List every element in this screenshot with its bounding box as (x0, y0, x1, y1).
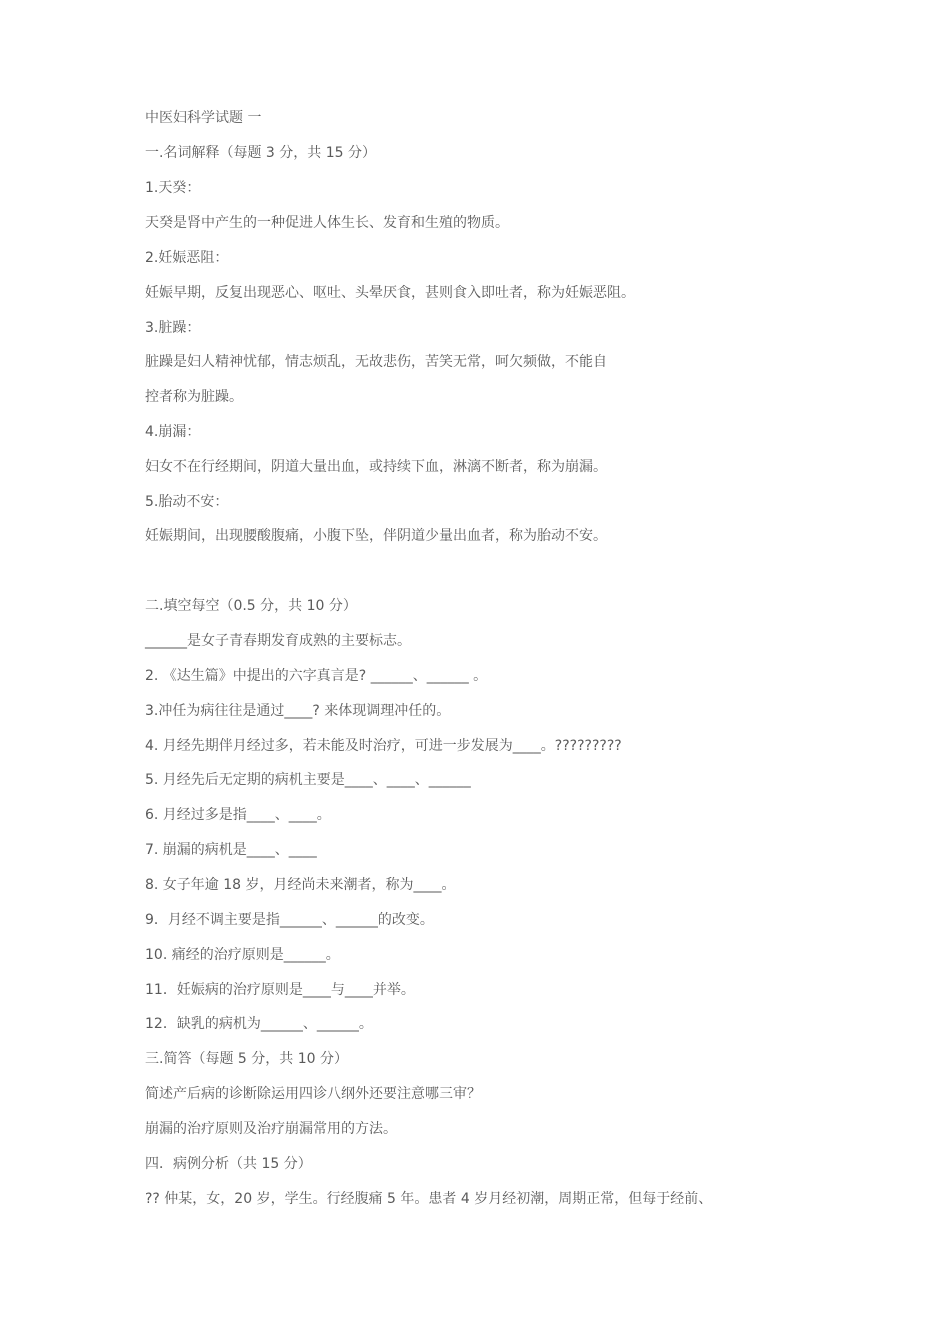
fill-item-4: 4. 月经先期伴月经过多，若未能及时治疗，可进一步发展为____。????????? (145, 738, 622, 754)
fill-item-9: 9．月经不调主要是指______、______的改变。 (145, 912, 434, 928)
section3-heading: 三.简答（每题 5 分，共 10 分） (145, 1051, 348, 1067)
fill-item-5: 5. 月经先后无定期的病机主要是____、____、______ (145, 772, 471, 788)
section1-heading: 一.名词解释（每题 3 分，共 15 分） (145, 145, 376, 161)
fill-item-6: 6. 月经过多是指____、____。 (145, 807, 331, 823)
section2-heading: 二.填空每空（0.5 分，共 10 分） (145, 598, 357, 614)
definition-3-continued: 控者称为脏躁。 (145, 389, 243, 405)
fill-item-8: 8. 女子年逾 18 岁，月经尚未来潮者，称为____。 (145, 877, 456, 893)
document-title: 中医妇科学试题 一 (145, 110, 262, 126)
fill-item-10: 10. 痛经的治疗原则是______。 (145, 947, 340, 963)
fill-item-12: 12．缺乳的病机为______、______。 (145, 1016, 373, 1032)
case-analysis-text: ?? 仲某，女，20 岁，学生。行经腹痛 5 年。患者 4 岁月经初潮，周期正常，但每于经前、 (145, 1191, 713, 1207)
short-answer-1: 简述产后病的诊断除运用四诊八纲外还要注意哪三审？ (145, 1086, 481, 1102)
definition-5: 妊娠期间，出现腰酸腹痛，小腹下坠，伴阴道少量出血者，称为胎动不安。 (145, 528, 607, 544)
short-answer-2: 崩漏的治疗原则及治疗崩漏常用的方法。 (145, 1121, 397, 1137)
fill-item-11: 11．妊娠病的治疗原则是____与____并举。 (145, 982, 415, 998)
term-5: 5.胎动不安： (145, 494, 229, 510)
term-3: 3.脏躁： (145, 320, 201, 336)
fill-item-7: 7. 崩漏的病机是____、____ (145, 842, 317, 858)
term-2: 2.妊娠恶阻： (145, 250, 229, 266)
definition-4: 妇女不在行经期间，阴道大量出血，或持续下血，淋漓不断者，称为崩漏。 (145, 459, 607, 475)
fill-item-2: 2. 《达生篇》中提出的六字真言是? ______、______ 。 (145, 668, 488, 684)
term-1: 1.天癸： (145, 180, 201, 196)
definition-2: 妊娠早期，反复出现恶心、呕吐、头晕厌食，甚则食入即吐者，称为妊娠恶阻。 (145, 285, 635, 301)
definition-3: 脏躁是妇人精神忧郁，情志烦乱，无故悲伤，苦笑无常，呵欠频做，不能自 (145, 354, 607, 370)
term-4: 4.崩漏： (145, 424, 201, 440)
definition-1: 天癸是肾中产生的一种促进人体生长、发育和生殖的物质。 (145, 215, 509, 231)
section4-heading: 四．病例分析（共 15 分） (145, 1156, 312, 1172)
fill-item-1: ______是女子青春期发育成熟的主要标志。 (145, 633, 411, 649)
fill-item-3: 3.冲任为病往往是通过____? 来体现调理冲任的。 (145, 703, 451, 719)
